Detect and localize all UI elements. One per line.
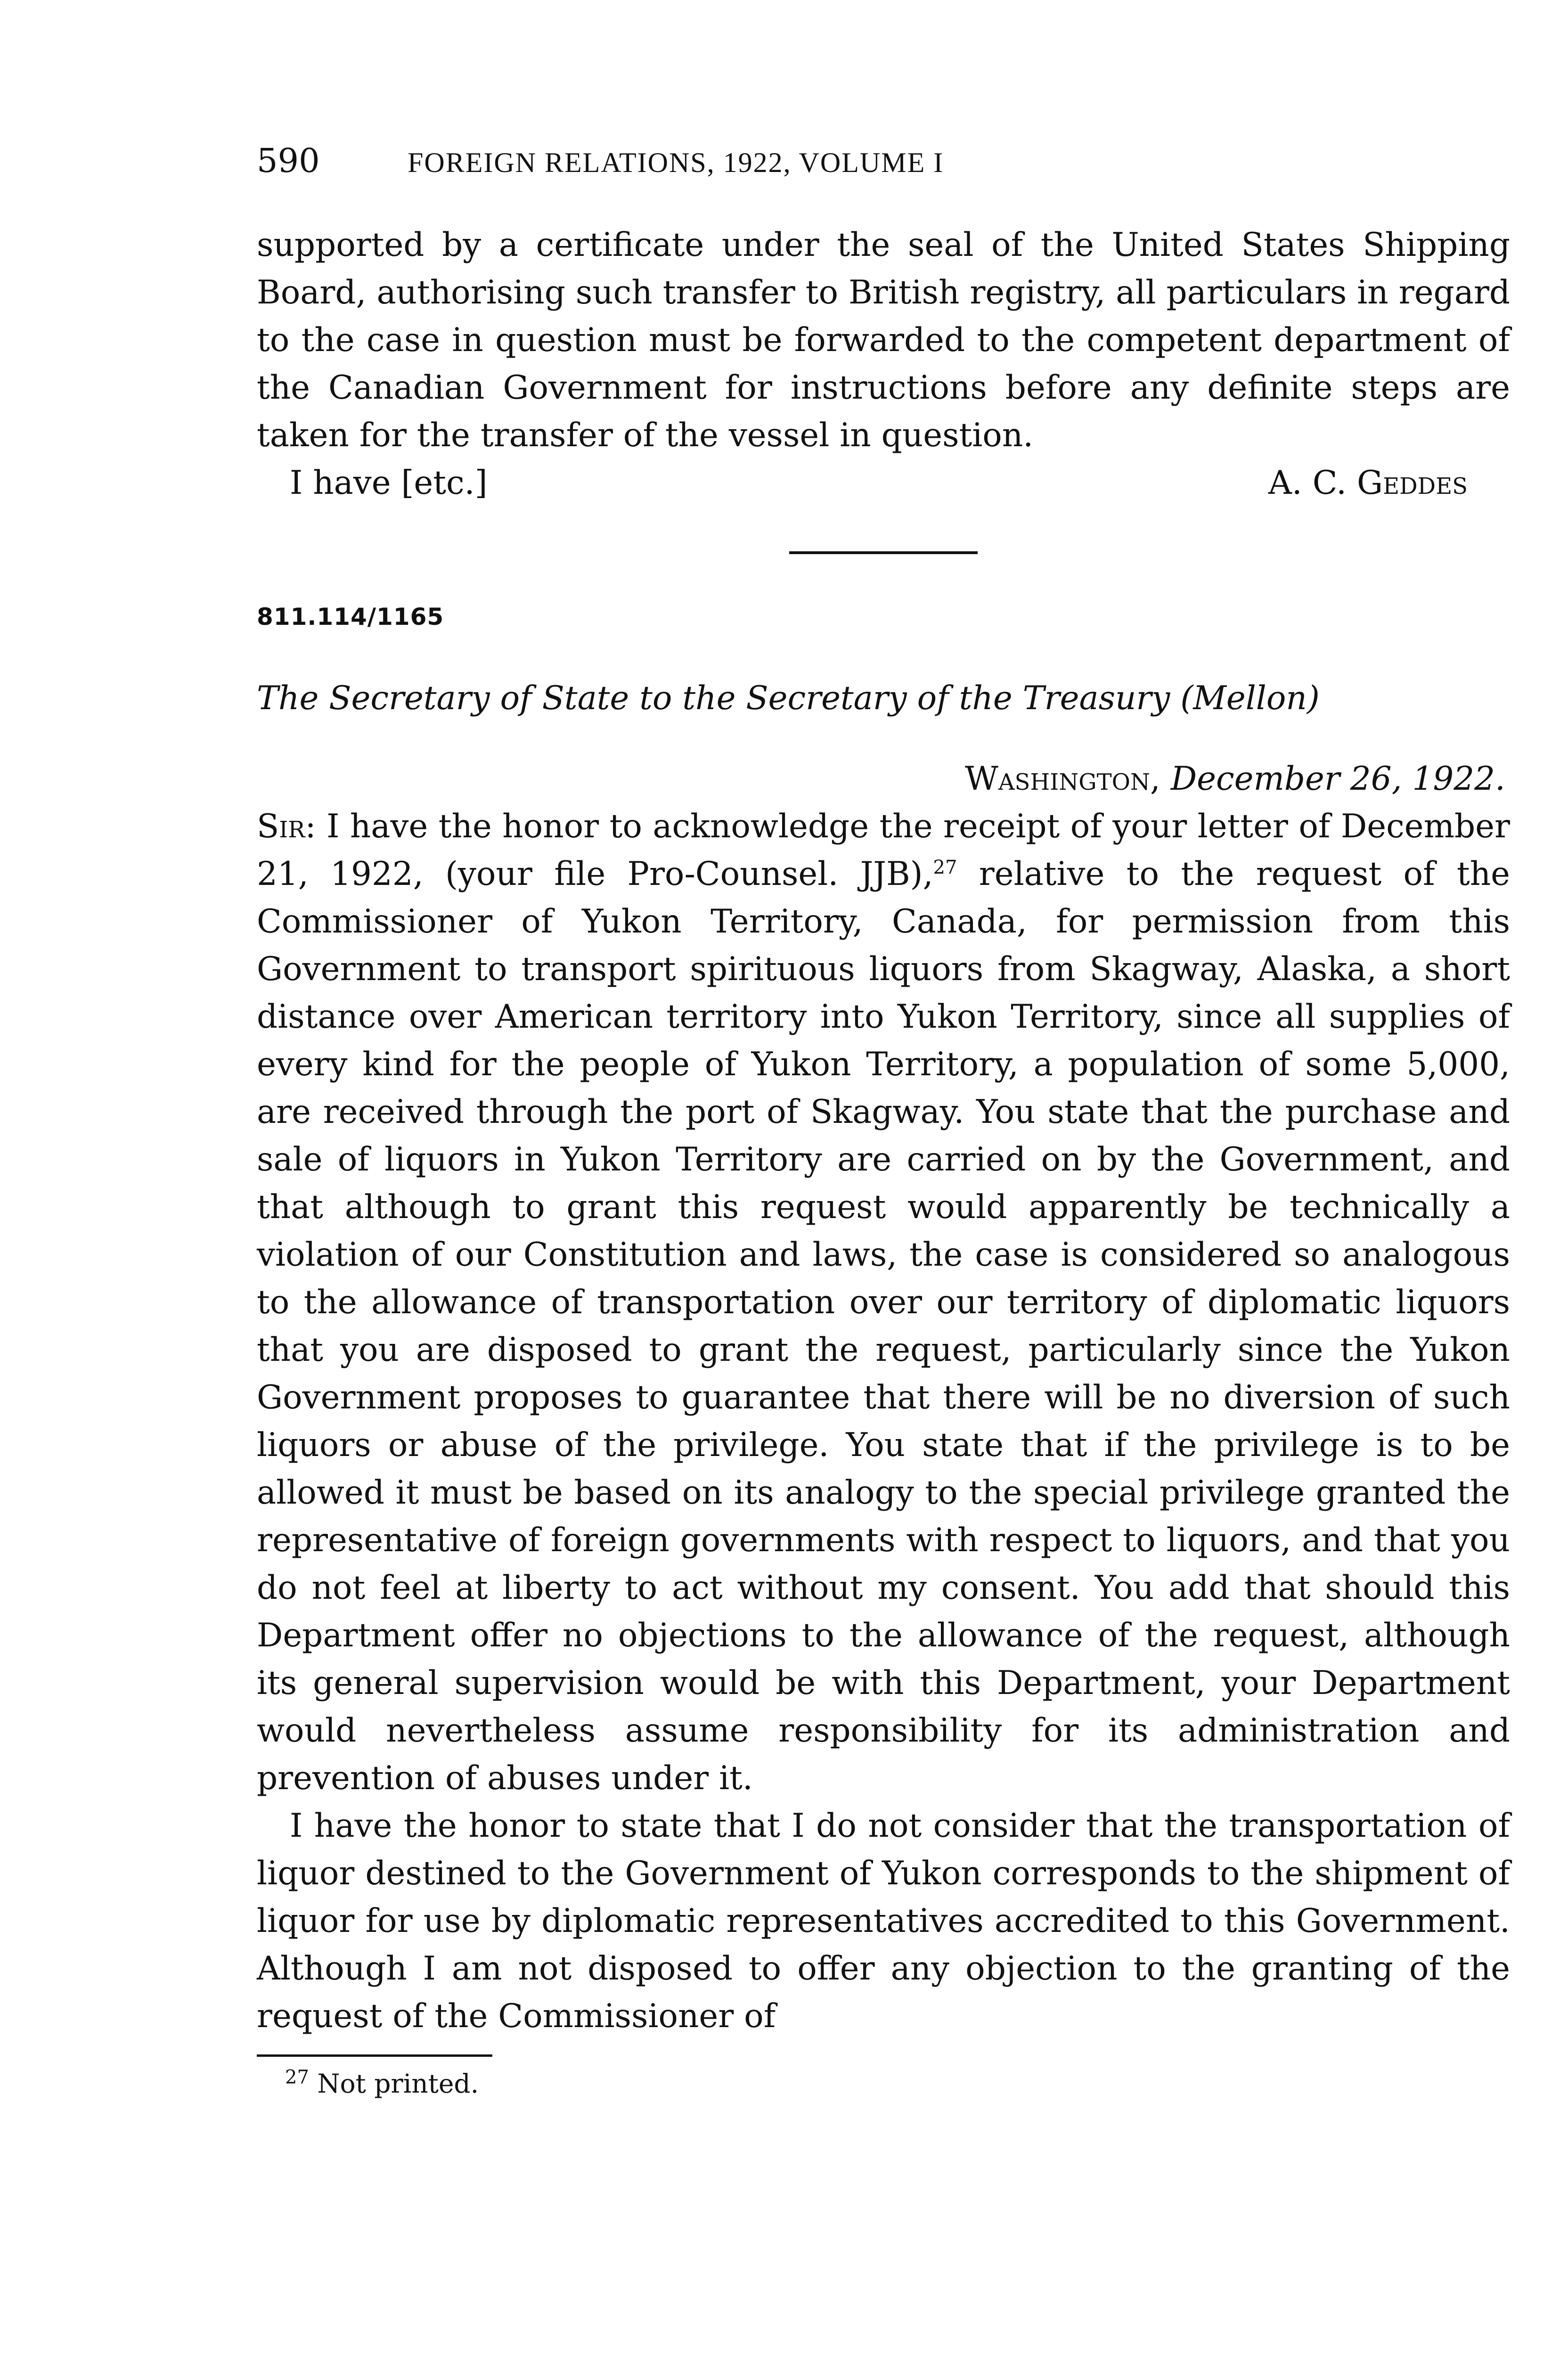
file-number: 811.114/1165 [257,603,444,630]
signature: A. C. Geddes [1268,464,1468,502]
footnote-reference: 27 [933,857,957,878]
running-head: FOREIGN RELATIONS, 1922, VOLUME I [408,147,944,178]
footnote-rule [257,2054,492,2057]
previous-document-closing [257,459,1510,507]
document-heading: The Secretary of State to the Secretary of the Treasury (Mellon) [257,679,1320,717]
dateline [257,755,1510,803]
dateline-place: Washington, [964,760,1160,798]
complimentary-close: I have [etc.] [290,464,488,502]
section-divider [789,551,978,554]
footnote [257,2067,1510,2100]
page [257,141,1510,2100]
page-number: 590 [257,141,320,180]
footnote-text: Not printed. [317,2069,479,2099]
page-header [257,141,1510,212]
footnote-marker: 27 [285,2066,309,2088]
dateline-date: December 26, 1922. [1170,760,1505,798]
letter-paragraph-1 [257,803,1510,1802]
previous-document-text: supported by a certificate under the seal of the United States Shipping Board, authorising such transfer to British registry, all particulars in regard to the case in question must be forwarded to the competent department of the Canadian Government for instructions before any definite steps are taken for the transfer of the vessel in question. [257,226,1510,454]
paragraph-1-part-a: I have the honor to acknowledge the receipt of your letter of December 21, 1922, (your file Pro-Counsel. JJB), [257,808,1510,893]
salutation: Sir: [257,808,316,845]
letter-paragraph-2: I have the honor to state that I do not consider that the transportation of liquor destined to the Government of Yukon corresponds to the shipment of liquor for use by diplomatic representatives accredited to this Government. Although I am not disposed to offer any objection to the granting of the request of the Commissioner of [257,1807,1510,2035]
paragraph-1-part-b: relative to the request of the Commissioner of Yukon Territory, Canada, for permission from this Government to transport spirituous liquors from Skagway, Alaska, a short distance over American territory into Yukon Territory, since all supplies of every kind for the people of Yukon Territory, a population of some 5,000, are received through the port of Skagway. You state that the purchase and sale of liquors in Yukon Territory are carried on by the Government, and that although to grant this request would apparently be technically a violation of our Constitution and laws, the case is considered so analogous to the allowance of transportation over our territory of diplomatic liquors that you are disposed to grant the request, particularly since the Yukon Government proposes to guarantee that there will be no diversion of such liquors or abuse of the privilege. You state that if the privilege is to be allowed it must be based on its analogy to the special privilege granted the representative of foreign governments with respect to liquors, and that you do not feel at liberty to act without my consent. You add that should this Department offer no objections to the allowance of the request, although its general supervision would be with this Department, your Department would nevertheless assume responsibility for its administration and prevention of abuses under it. [257,855,1510,1797]
